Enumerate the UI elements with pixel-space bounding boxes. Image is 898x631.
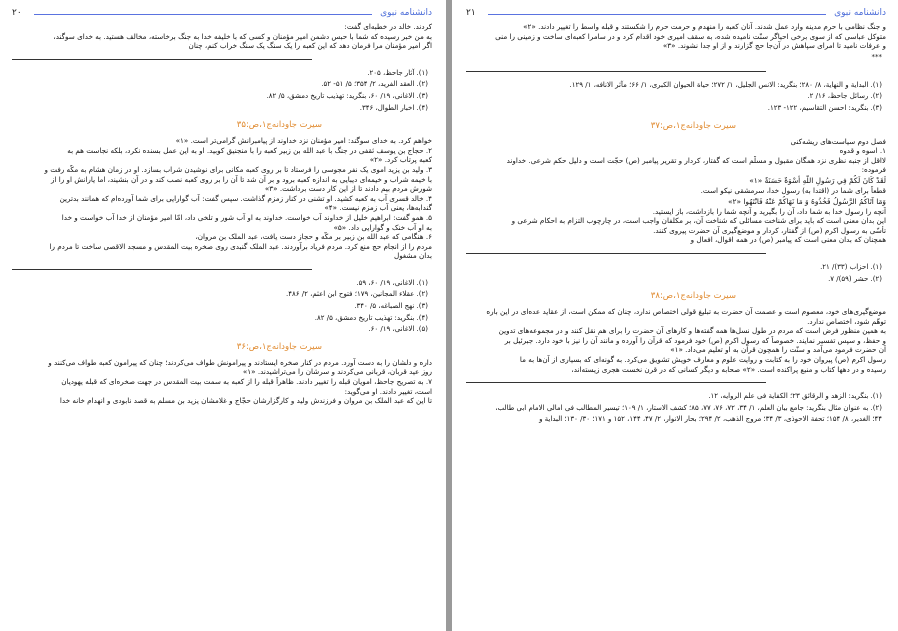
right-footnotes-2 xyxy=(466,262,886,285)
left-header-title: دانشنامه نبوی xyxy=(380,8,432,18)
right-section-1-text xyxy=(466,137,886,245)
text-line: رسیده و در دهها کتاب و منبع پراکنده است. «۲» صحابه و دیگر کسانی که در قرن نخست هجری زیسته‌اند، xyxy=(571,364,886,374)
text-line: لااقل از جنبه نظری نزد همگان مقبول و مسلّم است که گفتار، کردار و تقریر پیامبر (ص) حجّت است و دلیل حکم شرعی. خداوند xyxy=(506,155,886,165)
text-line: فرموده: xyxy=(861,165,886,175)
footnote: (۲). رسائل جاحظ، ۱۶/ ۲. xyxy=(807,92,882,101)
footnote-separator xyxy=(466,253,766,254)
left-footnotes-2 xyxy=(12,278,432,336)
right-page xyxy=(452,0,898,631)
left-section-1-text xyxy=(12,136,432,261)
right-header-title: دانشنامه نبوی xyxy=(834,8,886,18)
text-line: و جنگ نظامی با حرم مدینه وارد عمل شدند. آنان کعبه را منهدم و حرمت حرم را شکستند و قبله واسط را تغییر دادند. «۲» xyxy=(523,22,886,31)
footnote: (۱). الاغانی، ۱۹/ ۶۰، ۵۹. xyxy=(356,278,428,287)
text-line: گندابه‌ها، یعنی آب زمزم نیست. «۴» xyxy=(324,203,432,213)
text-line: ۳. ولید بن یزید اموی یک نفر مجوسی را فرستاد تا بر روی کعبه مکانی برای نوشیدن شراب بسازد. او در زمان هشام به مکّه رفت و xyxy=(44,164,432,174)
footnote: (۱). آثار جاحظ، ۲۰۵. xyxy=(367,68,428,77)
right-page-header xyxy=(466,0,886,22)
text-line: تا این که عبد الملک بن مروان و فرزندش ولید و کارگزارشان حجّاج و غلامشان یزید بن مسلم به قصد نابودی و انهدام خانه خدا xyxy=(59,396,432,406)
footnote-separator xyxy=(466,71,766,72)
text-line: به همین منظور فرض است که مردم در طول نسل‌ها همه گفته‌ها و کارهای آن حضرت را برای هم نقل کنند و در مجموعه‌های تدوین xyxy=(498,326,886,336)
left-page-number: ۲۰ xyxy=(12,8,22,18)
text-line: و حفظ، و سپس تفسیر نمایند. خصوصاً که رسول اکرم (ص) خود فرمود که قرآن را آورده و مانند آن را نیز با خود دارد. جبرئیل بر xyxy=(504,335,886,345)
text-line: روز عید قربان، قربانی می‌کردند و سرشان را می‌تراشیدند. «۱» xyxy=(242,367,432,377)
footnote: (۳). نهج الصباغه، ۵/ ۳۴۰. xyxy=(354,302,428,311)
text-line: ۶. هنگامی که عبد الله بن زبیر بر مکّه و حجاز دست یافت، عبد الملک بن مروان، xyxy=(195,232,432,242)
text-line: است، تغییر دادند. او می‌گوید: xyxy=(344,386,432,396)
text-line: ۷. به تصریح جاحظ، امویان قبله را تغییر دادند. ظاهراً قبله را از کعبه به سمت بیت المقدس در جهت صخره‌ای که قبله یهودیان xyxy=(61,377,432,387)
footnote: (۴). اخبار الطوال، ۳۴۶. xyxy=(359,103,428,112)
left-top-text xyxy=(12,22,432,51)
text-line: خواهم کرد. به خدای سوگند: امیر مؤمنان نزد خداوند از پیامبرانش گرامی‌تر است. «۱» xyxy=(175,136,432,146)
text-line: به او آب خنک و گوارایی داد. «۵» xyxy=(333,222,432,232)
text-line: توهّم شود، اختصاص ندارد. xyxy=(807,316,886,326)
footnote: (۲). العقد الفرید، ۲/ ۳۵۴؛ ۵/ ۵۱- ۵۲. xyxy=(321,80,428,89)
text-line: ۵. همو گفت: ابراهیم خلیل از خداوند آب خواست. خداوند به او آب شور و تلخی داد، امّا امیر مؤمنان از خدا آب خواست و خدا xyxy=(61,212,432,222)
footnote: (۳). الاغانی، ۱۹/ ۶۰، بنگرید: تهذیب تاریخ دمشق، ۵/ ۸۲. xyxy=(266,91,428,100)
text-line: موضع‌گیری‌های خود، معصوم است و عصمت آن حضرت به تبلیغ قولی اختصاص ندارد، چنان که ممکن است، از عقاید عده‌ای در این باره xyxy=(486,307,886,317)
text-line: ۴. خالد قسری آب به کعبه کشید. او تشنی در کنار زمزم گذاشت. سپس گفت: آب گوارایی برای شما آورده‌ام که همانند بدترین xyxy=(59,193,432,203)
text-line: آنچه را رسول خدا به شما داد، آن را بگیرید و آنچه شما را بازداشت، باز ایستید. xyxy=(652,206,886,216)
text-line: بدان مشغول xyxy=(394,251,432,261)
right-footnotes-3 xyxy=(466,391,886,426)
text-line: تأسّی به رسول اکرم (ص) از گفتار، کردار و موضع‌گیری آن حضرت پیروی کنند. xyxy=(653,225,886,235)
left-page xyxy=(0,0,446,631)
footnote: (۲). حشر (۵۹)/ ۷. xyxy=(828,274,882,283)
right-header-rule xyxy=(488,14,826,15)
footnote: (۲). عقلاء المجانین، ۱۷۹؛ فتوح ابن اعثم، ۲/ ۴۸۶. xyxy=(286,290,428,299)
text-line: آن حضرت فرمود می‌آمد و سنّت را همچون قرآن به او تعلیم می‌داد. «۱» xyxy=(670,345,886,355)
text-line: این بدان معنی است که باید برای شناخت مسائلی که شناخت آن، بر مکلفان واجب است، در چارچوب التزام به احکام شرعی و xyxy=(511,216,886,226)
section-heading: سیرت جاودانه‌ج۱،ص:۳۸ xyxy=(650,291,736,302)
text-line: رسول اکرم (ص) پیروان خود را به کتابت و روایت علوم و معارف خویش تشویق می‌کرد. به گونه‌ای که بسیاری از آن‌ها به ما xyxy=(519,355,886,365)
section-heading: سیرت جاودانه‌ج۱،ص:۳۶ xyxy=(236,341,322,352)
text-line: و عرفات نامید تا امرای سپاهش در آن‌جا حج گزارند و از او جدا نشوند. «۳» xyxy=(662,41,886,51)
left-footnotes-1 xyxy=(12,68,432,114)
text-line: قطعاً برای شما در (اقتدا به) رسول خدا، سرمشقی نیکو است. xyxy=(700,185,886,195)
footnote: (۵). الاغانی، ۱۹/ ۶۰. xyxy=(368,325,428,334)
left-section-2-text xyxy=(12,358,432,406)
footnote-separator xyxy=(466,382,766,383)
text-line: به من خبر رسیده که شما با حبس دشمن امیر مؤمنان و کسی که با خلیفه خدا به جنگ برخاسته، مخالف هستید. به خدای سوگند، xyxy=(53,31,432,41)
footnote: (۴). بنگرید: تهذیب تاریخ دمشق، ۵/ ۸۲. xyxy=(314,313,428,322)
text-line: همچنان که بدان معنی است که پیامبر (ص) در همه اقوال، افعال و xyxy=(690,235,886,245)
right-page-number: ۲۱ xyxy=(466,8,476,18)
text-line: کعبه پرتاب کرد. «۲» xyxy=(369,155,432,165)
footnote-separator xyxy=(12,269,312,270)
left-header-rule xyxy=(34,14,372,15)
text-line: متوکل عباسی که از سوی برخی احیاگر سنّت نامیده شده، به سقف امیری خود اقدام کرد و در سامرا کعبه‌ای ساخت و زمینی را منی xyxy=(495,31,886,41)
quran-verse: وَمَا آتَاكُمُ الرَّسُولُ فَخُذُوهُ وَ مَا نَهَاكُمْ عَنْهُ فَانْتَهُوا «۲» xyxy=(727,196,886,206)
footnote: (۱). بنگرید: الزهد و الرقائق ۲۳؛ الکفایة فی علم الروایه، ۱۲. xyxy=(708,392,882,401)
text-line: با خیمه شراب و خیمه‌ای دیبایی به اندازه کعبه برود و بر آن شد تا آن را بر روی کعبه نصب کند و در آن بنشیند، اما یارانش او را از xyxy=(50,174,432,184)
footnote: (۱). احزاب (۳۳)/ ۲۱. xyxy=(820,262,882,271)
quran-verse: لَقَدْ كَانَ لَكُمْ فِي رَسُولِ اللَّهِ أُسْوَةٌ حَسَنَةٌ «۱» xyxy=(749,175,886,185)
footnote-separator xyxy=(12,59,312,60)
text-line: ۱. اسوه و قدوه xyxy=(839,146,886,156)
section-heading: سیرت جاودانه‌ج۱،ص:۳۵ xyxy=(236,120,322,131)
footnote: (۱). البدایة و النهایة، ۸/ ۲۸۰؛ بنگرید: الانس الجلیل، ۱/ ۲۷۲؛ حیاة الحیوان الکبری، ۱/ ۶۶؛ مآثر الانافه، ۱/ ۱۲۹. xyxy=(569,80,882,89)
text-line: شورش مردم بیم دادند تا از این کار دست برداشت. «۳» xyxy=(264,184,432,194)
text-line: کردند. خالد در خطبه‌ای گفت: xyxy=(344,22,432,31)
left-page-header xyxy=(12,0,432,22)
footnote: ۴۴؛ الغدیر، ۸/ ۱۵۴؛ تحفة الاحوذی، ۳/ ۳۴؛ مروج الذهب، ۲/ ۲۹۴؛ بحار الانوار، ۲/ ۴۷، ۱۴۴، ۱۵۲ و ۱۷۱؛ ۳۰/ ۱۳۰؛ البدایة و xyxy=(539,415,882,424)
section-heading: سیرت جاودانه‌ج۱،ص:۳۷ xyxy=(650,120,736,131)
text-line: ۲. حجاج بن یوسف ثقفی در جنگ با عبد الله بن زبیر کعبه را با منجنیق کوبید. او به این عمل بسنده نکرد، بلکه نجاست هم به xyxy=(67,145,432,155)
section-break-stars: *** xyxy=(871,52,882,61)
right-footnotes-1 xyxy=(466,80,886,115)
text-line: اگر امیر مؤمنان مرا فرمان دهد که این کعبه را یک سنگ یک سنگ خراب کنم، چنان xyxy=(188,41,432,51)
text-line: مردم را از انجام حج منع کرد. مردم فریاد برآوردند. عبد الملک گنبدی روی صخره بیت المقدس و مسجد الاقصی ساخت تا مردم را xyxy=(49,241,432,251)
footnote: (۲). به عنوان مثال بنگرید: جامع بیان العلم، ۱/ ۳۴، ۷۲، ۷۶، ۷۷، ۸۵؛ کشف الاستار، ۱/ ۱۰۹؛ تیسیر المطالب فی امالی الامام ابی طالب، xyxy=(495,403,882,412)
text-line: فصل دوم سیاست‌های ریشه‌کنی xyxy=(790,136,886,146)
footnote: (۳). بنگرید: احسن التقاسیم، ۱۲۲- ۱۲۳. xyxy=(767,103,882,112)
right-top-text xyxy=(466,22,886,51)
right-section-2-text xyxy=(466,307,886,374)
text-line: داره و دلشان را به دست آورد. مردم در کنار صخره ایستادند و پیرامونش طواف می‌کردند؛ چنان که پیرامون کعبه طواف می‌کنند و xyxy=(48,357,432,367)
